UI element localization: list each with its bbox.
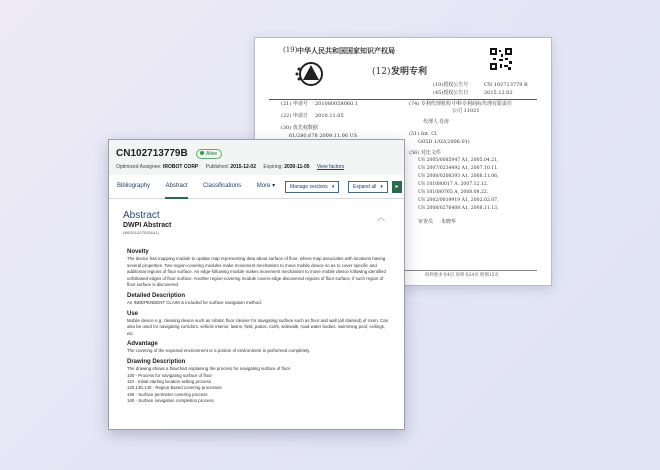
list-item: 100 - Process for navigating surface of floor: [127, 372, 212, 378]
patent-detail-card: [108, 139, 405, 430]
drawing-description-heading: Drawing Description: [127, 358, 186, 365]
agency-value: 中科专利商标代理有限责任: [452, 101, 513, 107]
manage-sections-dropdown[interactable]: [285, 181, 339, 193]
ref-item: US 2002/0019919 A1, 2002.02.07,: [418, 198, 499, 203]
priority-label: (30) 优先权数据: [281, 125, 318, 131]
play-icon: ▸: [395, 184, 399, 190]
doc-type-code: (12): [372, 67, 391, 77]
header-divider: [269, 99, 537, 100]
advantage-heading: Advantage: [127, 341, 158, 348]
expiring-value: 2030-11-05: [284, 164, 310, 170]
ref-item: US 101080765 A, 2008.08.22,: [418, 190, 489, 195]
ref-item: US 2008/0208393 A1, 2008.11.06,: [418, 174, 499, 179]
doc-header-code: (19): [283, 46, 298, 54]
drawing-description-text: The drawing shows a flowchart explaining the process for navigating surface of floor.: [127, 365, 292, 371]
dwpi-ref: (W02012075154A1): [123, 230, 159, 235]
app-date-label: (22) 申请日: [281, 113, 308, 119]
status-label: Alive: [206, 150, 218, 157]
list-item: 120,130,140 - Region-based covering processes: [127, 385, 222, 391]
tab-more-label: More: [256, 183, 271, 189]
chevron-down-icon: ▾: [380, 184, 383, 190]
section-tabs: [109, 175, 404, 199]
int-cl-value: G05D 1/02(2006.01): [418, 139, 470, 145]
app-no-label: (21) 申请号: [281, 101, 308, 107]
collapse-icon[interactable]: ︿: [377, 213, 385, 222]
published-label: Published:: [205, 164, 230, 170]
agent-value: 肖涛: [439, 119, 450, 125]
list-item: 160 - Surface navigation completion process: [127, 398, 214, 404]
card-header: [109, 140, 404, 164]
detailed-description-heading: Detailed Description: [127, 292, 186, 299]
advantage-text: The covering of the exposed environment or a portion of environment is performed completely.: [127, 348, 311, 354]
status-badge: [196, 149, 222, 159]
priority-value: 61/280,678 2009.11.06 US: [289, 133, 358, 139]
agent-label: 代理人: [423, 119, 439, 125]
view-factors-link[interactable]: View factors: [316, 164, 345, 170]
int-cl-label: (51) Int. Cl.: [409, 131, 439, 137]
app-date: 2010.11.05: [315, 113, 344, 119]
pub-date: 2015.12.02: [484, 90, 513, 96]
novelty-heading: Novelty: [127, 249, 149, 255]
expiring-label: Expiring:: [263, 164, 283, 170]
dwpi-title: DWPI Abstract: [123, 222, 172, 229]
published-value: 2015-12-02: [230, 164, 256, 170]
detailed-description-text: An INDEPENDENT CLAIM is included for surface navigation method.: [127, 299, 262, 305]
status-dot-icon: [200, 151, 204, 155]
agency-label: (74) 专利代理机构: [409, 101, 451, 107]
ref-item: US 101080017 A, 2007.12.12,: [418, 182, 489, 187]
qr-code-icon: [490, 48, 512, 70]
tab-more[interactable]: [257, 175, 275, 197]
patent-number: CN102713779B: [116, 148, 188, 160]
ref-item: US 2007/0234492 A1, 2007.10.11.: [418, 166, 499, 171]
agency-value-2: 公司 11021: [452, 108, 480, 114]
abstract-section: [109, 199, 404, 405]
examiner-value: 朱晓华: [441, 219, 457, 225]
refs-label: (56) 对比文件: [409, 150, 441, 156]
section-title: Abstract: [123, 210, 160, 221]
ref-item: US 2008/0276408 A1, 2008.11.13,: [418, 206, 499, 211]
go-button[interactable]: [392, 181, 402, 193]
expand-all-label: Expand all: [353, 184, 377, 190]
tab-abstract[interactable]: Abstract: [165, 175, 187, 199]
pub-date-label: (45)授权公告日: [433, 90, 469, 96]
tab-bibliography[interactable]: Bibliography: [117, 183, 151, 189]
meta-row: [109, 164, 404, 175]
use-heading: Use: [127, 310, 139, 317]
list-item: 150 - Surface perimeter covering process: [127, 391, 208, 397]
app-no: 201080058060.1: [315, 101, 358, 107]
novelty-text: The device has mapping module to update map representing data about surface of floor, where map associates with locations having several properties. Two region-covering modules make movement mechanism to move mobile device so as to cover specific and additional regions of floor surface. An edge-following module makes movement mechanism to move mobile device following identified unfollowed edges of floor surface. Another region-covering module covers edge-discovered regions of floor surface, if such region of floor surface is discovered.: [127, 256, 386, 288]
doc-type: 发明专利: [391, 67, 428, 77]
doc-header-title: 中华人民共和国国家知识产权局: [297, 46, 395, 55]
pub-no-label: (10)授权公告号: [433, 82, 469, 88]
tab-classifications[interactable]: Classifications: [202, 183, 242, 189]
expand-all-dropdown[interactable]: [348, 181, 388, 193]
list-item: 110 - Initial starting location setting process.: [127, 378, 213, 384]
assignee-value: IROBOT CORP: [162, 164, 199, 170]
use-text: Mobile device e.g. cleaning device such as robotic floor cleaner for navigating surface such as floor and wall (all claimed) of room. Can also be used for navigating corridors, vehicle interior, lawns, field, patios, roofs, sidewalk, road water bodies, swimming pool, ceilings, etc.: [127, 317, 389, 336]
pub-no: CN 102713779 B: [484, 82, 528, 88]
cnipa-emblem-icon: [293, 60, 329, 88]
assignee-label: Optimized Assignee:: [116, 164, 162, 170]
chevron-down-icon: ▾: [331, 184, 335, 190]
ref-item: US 2005/0085947 A1, 2005.04.21,: [418, 158, 499, 163]
examiner-label: 审查员: [418, 219, 434, 225]
manage-sections-label: Manage sections: [290, 184, 328, 190]
doc-footer: 权利要求书4页 说明书24页 附图15页: [425, 273, 499, 278]
chevron-down-icon: ▾: [272, 183, 276, 189]
